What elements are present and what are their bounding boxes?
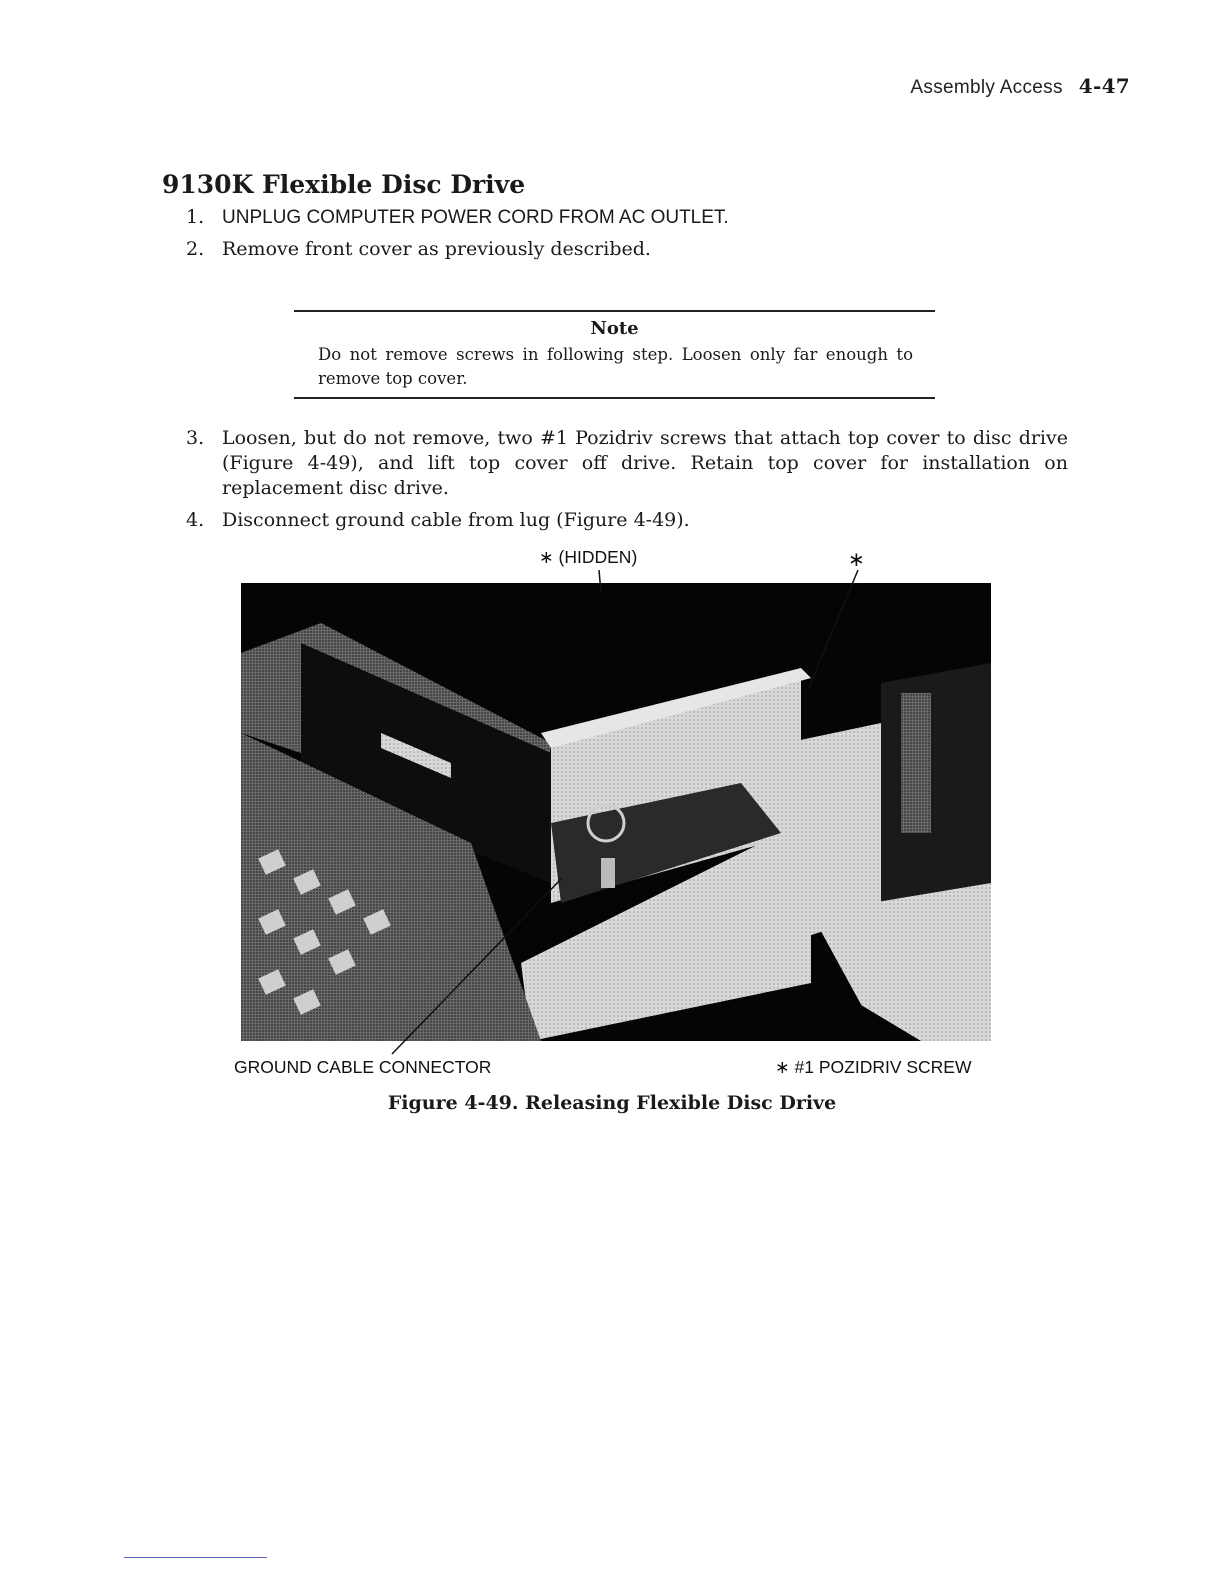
section-title: 9130K Flexible Disc Drive — [162, 170, 526, 199]
step-text: UNPLUG COMPUTER POWER CORD FROM AC OUTLET. — [222, 207, 729, 228]
note-title: Note — [590, 318, 639, 339]
page-number: 4-47 — [1078, 74, 1130, 98]
callout-hidden: ∗ (HIDDEN) — [539, 547, 638, 567]
figure-caption: Figure 4-49. Releasing Flexible Disc Drive — [387, 1092, 837, 1114]
step-number: 2. — [186, 238, 205, 260]
step-text: Loosen, but do not remove, two #1 Pozidriv screws that attach top cover to disc drive (Figure 4-49), and lift top cover off drive. Retain top cover for installation on replacement disc drive. — [222, 427, 1068, 499]
step-number: 4. — [186, 509, 205, 531]
header-section: Assembly Access — [910, 77, 1063, 98]
step-text: Remove front cover as previously described. — [222, 238, 651, 260]
callout-star: ∗ — [848, 549, 865, 571]
note-body: Do not remove screws in following step. Loosen only far enough to remove top cover. — [318, 345, 913, 388]
callout-pozidriv-screw: ∗ #1 POZIDRIV SCREW — [775, 1057, 972, 1077]
callout-ground-cable: GROUND CABLE CONNECTOR — [234, 1057, 492, 1077]
step-text: Disconnect ground cable from lug (Figure 4-49). — [222, 509, 690, 531]
footer-rule — [124, 1557, 267, 1558]
step-number: 3. — [186, 427, 205, 449]
step-number: 1. — [186, 206, 205, 228]
